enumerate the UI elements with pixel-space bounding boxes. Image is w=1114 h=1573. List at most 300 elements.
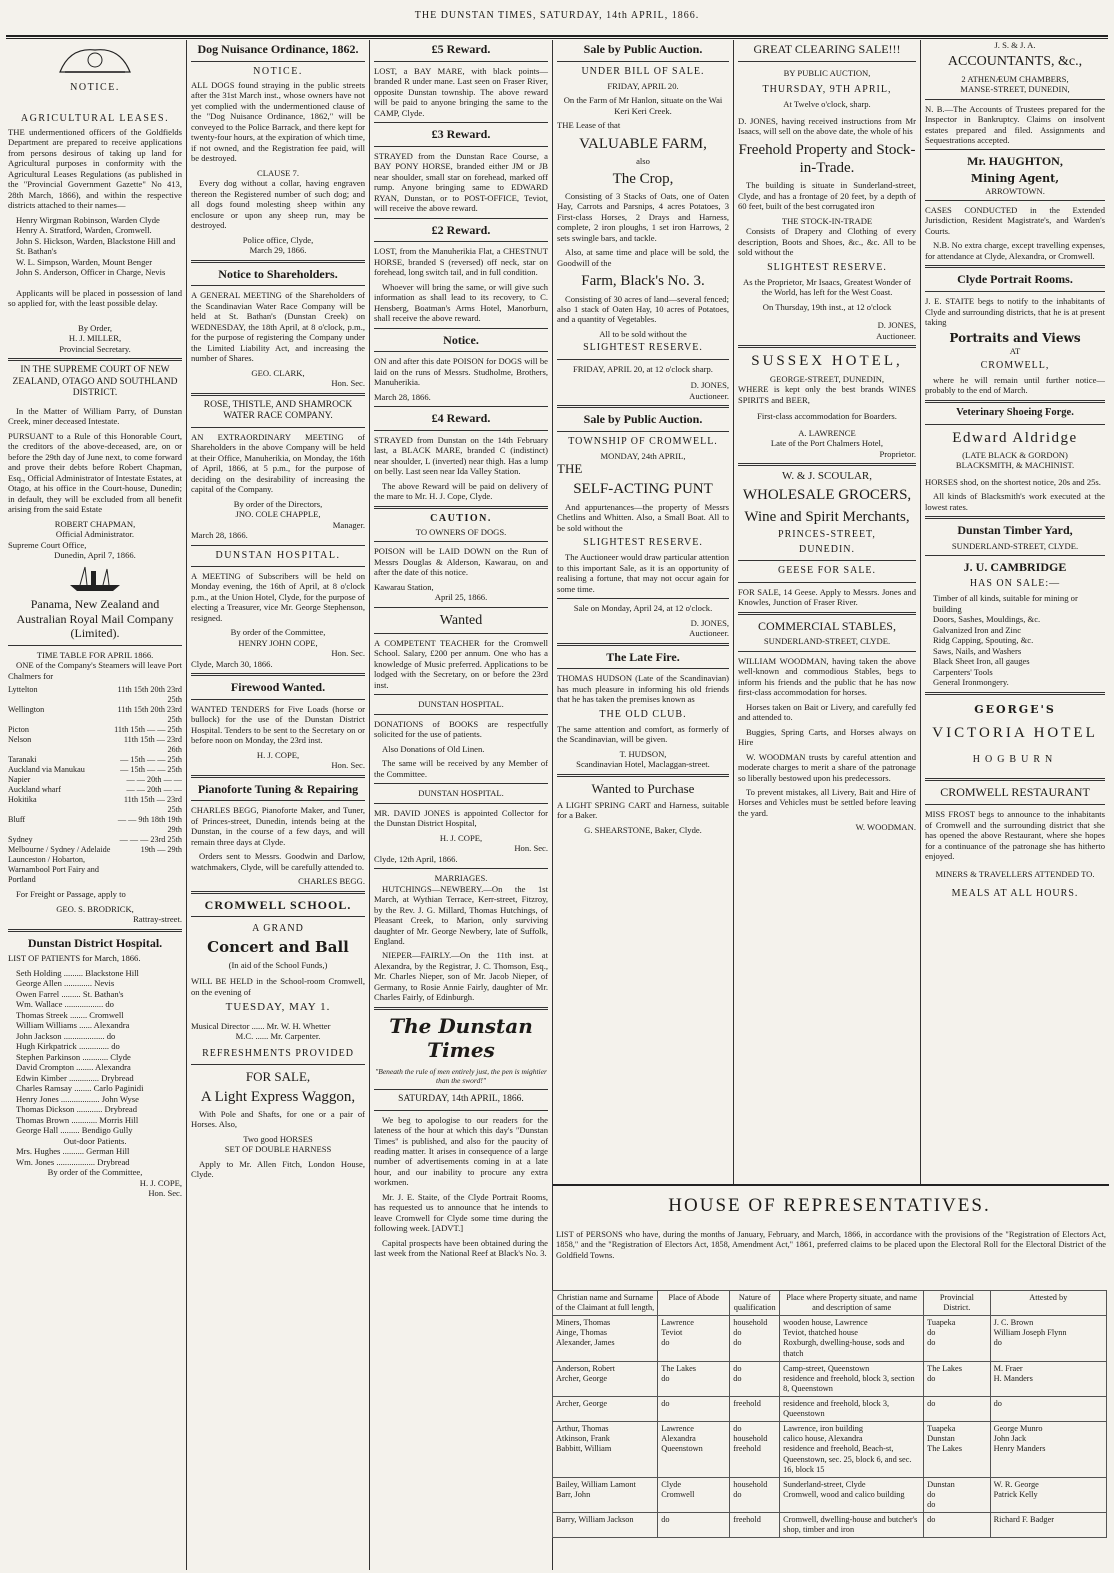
portrait-rooms-heading: Clyde Portrait Rooms. (957, 272, 1073, 287)
wanted-heading: Wanted (439, 612, 483, 628)
haughton-heading: Mr. HAUGHTON, (967, 154, 1063, 169)
reps-intro: LIST of PERSONS who have, during the months of January, February, and March, 1866, in accordance with the provisions of the "Registration of Electors Act, 1858," and the "Registration of Electors Act, 1858, Amendment Act," 1861, preferred claims to be placed upon the Electoral Roll for the Electoral District of the Goldfield Towns. (556, 1230, 1106, 1260)
collector-date: Clyde, 12th April, 1866. (374, 853, 458, 864)
divider (8, 929, 182, 932)
reward-4-heading: £4 Reward. (431, 411, 491, 426)
aldridge-heading: Edward Aldridge (952, 429, 1078, 446)
auction-time: FRIDAY, APRIL 20, at 12 o'clock sharp. (573, 363, 713, 374)
divider (925, 149, 1105, 150)
firewood-heading: Firewood Wanted. (230, 680, 326, 695)
stables-body-4: W. WOODMAN trusts by careful attention and moderate charges to merit a share of the patronage so liberally bestowed upon his predecessors. (738, 751, 916, 783)
list-item: Thomas Dickson ............ Drybread (16, 1104, 138, 1115)
pianoforte-signer: CHARLES BEGG. (298, 876, 365, 887)
police-office: Police office, Clyde, (242, 234, 314, 245)
rose-signer: JNO. COLE CHAPPLE, (235, 509, 321, 520)
royal-arms-icon (8, 42, 182, 80)
clearing-sale-heading: GREAT CLEARING SALE!!! (753, 42, 901, 56)
list-item: Galvanized Iron and Zinc (933, 624, 1022, 635)
list-item: John Jackson ................... do (16, 1030, 116, 1041)
list-item: Henry Wirgman Robinson, Warden Clyde (16, 214, 160, 225)
school-date: TUESDAY, MAY 1. (225, 1001, 331, 1014)
steamship-icon (8, 563, 182, 595)
sussex-street: GEORGE-STREET, DUNEDIN, (769, 373, 885, 384)
at-label: AT (1009, 346, 1021, 357)
list-item: Ridg Capping, Spouting, &c. (933, 635, 1034, 646)
divider (374, 61, 548, 62)
list-item: Saws, Nails, and Washers (933, 645, 1022, 656)
reward-5-body: LOST, a BAY MARE, with black points—branded R under mane. Last seen on Fraser River, opposite Dunstan township. The above reward will be paid to anyone bringing the same to the CAMP, Clyde. (374, 65, 548, 118)
divider (191, 699, 365, 700)
masthead (0, 0, 1114, 30)
sussex-body: WHERE is kept only the best brands WINES SPIRITS and BEER, (738, 384, 916, 405)
goodwill-body: Also, at same time and place will be sold, the Goodwill of the (557, 247, 729, 268)
firewood-body: WANTED TENDERS for Five Loads (horse or bullock) for the use of the Dunstan District Hospital. Tenders to be sent to the Secretary on or before noon on Monday, the 23rd inst. (191, 703, 365, 746)
divider (374, 607, 548, 608)
marriages-heading: MARRIAGES. (434, 873, 488, 884)
wanted-purchase-signer: G. SHEARSTONE, Baker, Clyde. (584, 824, 702, 835)
late-fire-heading: The Late Fire. (606, 649, 680, 664)
geese-body: FOR SALE, 14 Geese. Apply to Messrs. Jones and Knowles, Junction of Fraser River. (738, 586, 916, 608)
patients-list (8, 968, 182, 1136)
lawrence-late: Late of the Port Chalmers Hotel, (770, 438, 884, 449)
hospital-collector-heading: DUNSTAN HOSPITAL. (418, 788, 504, 799)
shoeing-forge-heading: Veterinary Shoeing Forge. (956, 406, 1074, 418)
list-item: George Allen ............. Nevis (16, 978, 115, 989)
divider (191, 393, 365, 396)
divider (191, 545, 365, 546)
auction-date-2: MONDAY, 24th APRIL, (600, 450, 686, 461)
portraits-views-heading: Portraits and Views (949, 331, 1081, 346)
donations-body-3: The same will be received by any Member of the Committee. (374, 758, 548, 779)
table-row: Archer, George do freehold residence and freehold, block 3, Queenstown do do (553, 1396, 1107, 1421)
cromwell-school-heading: CROMWELL SCHOOL. (204, 897, 352, 912)
list-item: Timber of all kinds, suitable for mining or building (933, 593, 1078, 614)
reward-2-body-2: Whoever will bring the same, or will give such information as shall lead to its recovery, to C. Hensberg, Boatman's Arms Hotel, Manorburn, shall receive the above reward. (374, 281, 548, 324)
newspaper-title: The Dunstan Times (389, 1013, 533, 1063)
column-6 (921, 40, 1109, 1180)
divider (374, 430, 548, 431)
list-item: Thomas Brown ............ Morris Hill (16, 1114, 139, 1125)
column-5 (734, 40, 920, 1180)
portrait-body-2: where he will remain until further notice—probably to the end of March. (925, 374, 1105, 396)
auctioneer-name: D. JONES, (877, 320, 916, 331)
divider (557, 431, 729, 432)
divider (374, 803, 548, 804)
auction-heading-2: Sale by Public Auction. (583, 412, 703, 427)
wanted-body: A COMPETENT TEACHER for the Cromwell School. Salary, £200 per annum. One who has a knowledge of Music preferred. Applications to be lodged with the Secretary, on or before the 23rd inst. (374, 637, 548, 690)
divider (191, 775, 365, 778)
house-of-representatives-heading: HOUSE OF REPRESENTATIVES. (668, 1195, 991, 1216)
hospital-donations-heading: DUNSTAN HOSPITAL. (418, 699, 504, 710)
outdoor-list (8, 1146, 182, 1167)
accountants-initials: J. S. & J. A. (994, 40, 1036, 50)
all-sold-line: All to be sold without the (599, 328, 687, 339)
divider (925, 692, 1105, 695)
editorial-paragraph: Mr. J. E. Staite, of the Clyde Portrait Rooms, has requested us to announce that he intends to leave Cromwell for Clyde some time during the following week. [ADVT.] (374, 1191, 548, 1234)
collector-body: MR. DAVID JONES is appointed Collector for the Dunstan District Hospital, (374, 807, 548, 829)
marriage-notice: NIEPER—FAIRLY.—On the 11th inst. at Alexandra, by the Registrar, J. C. Thomson, Esq., Mr. Charles Nieper, son of Mr. Jacob Nieper, of Germany, to Rosie Annie Fairly, daughter of Mr. Charles Fairly, of Edinburgh. (374, 950, 548, 1003)
hospital-signer: HENRY JOHN COPE, (238, 637, 318, 648)
list-item: Wm. Jones .................. Drybread (16, 1156, 130, 1167)
table-row: Melbourne / Sydney / Adelaide Launceston / Hobarton, Warnambool Port Fairy and Portland 19th — 29th (8, 845, 182, 885)
pianoforte-heading: Pianoforte Tuning & Repairing (197, 781, 359, 796)
stables-body-2: Horses taken on Bait or Livery, and carefully fed and attended to. (738, 701, 916, 723)
divider (374, 1110, 548, 1111)
restaurant-body: MISS FROST begs to announce to the inhabitants of Cromwell and the surrounding district that she has opened the above Restaurant, where she hopes for a continuance of the patronage she has hitherto enjoyed. (925, 809, 1105, 861)
divider (925, 778, 1105, 781)
dog-notice-heading: NOTICE. (253, 65, 303, 77)
divider (738, 463, 916, 466)
list-item: Seth Holding ......... Blackstone Hill (16, 967, 139, 978)
cases-body: CASES CONDUCTED in the Extended Jurisdiction, Resident Magistrate's, and Warden's Courts. (925, 204, 1105, 236)
firewood-role: Hon. Sec. (331, 760, 365, 771)
column-2 (187, 40, 369, 1568)
caution-subheading: TO OWNERS OF DOGS. (415, 526, 507, 537)
cambridge-heading: J. U. CAMBRIDGE (963, 560, 1067, 575)
masthead-text: THE DUNSTAN TIMES, SATURDAY, 14th APRIL, 1866. (414, 10, 700, 21)
list-item: Stephen Parkinson ............ Clyde (16, 1051, 131, 1062)
notice-heading: NOTICE. (70, 82, 120, 94)
divider (557, 668, 729, 669)
divider (925, 291, 1105, 292)
horses-shod-body: HORSES shod, on the shortest notice, 20s and 25s. (925, 476, 1101, 487)
outdoor-heading: Out-door Patients. (63, 1135, 127, 1146)
clause-heading: CLAUSE 7. (256, 167, 300, 178)
table-row: Bailey, William Lamont Barr, John Clyde Cromwell household do Sunderland-street, Clyde Cromwell, wood and calico building Dunstan do do W. R. George Patrick Kelly (553, 1477, 1107, 1512)
accountants-address: 2 ATHENÆUM CHAMBERS, (961, 73, 1069, 84)
divider (191, 891, 365, 894)
timber-yard-heading: Dunstan Timber Yard, (957, 523, 1073, 538)
auction-lease: THE Lease of that (557, 120, 621, 131)
dunstan-hospital-heading: DUNSTAN HOSPITAL. (215, 549, 341, 561)
reward-4-body-2: The above Reward will be paid on delivery of the mare to Mr. H. J. Cope, Clyde. (374, 480, 548, 502)
dog-ordinance-heading: Dog Nuisance Ordinance, 1862. (197, 42, 359, 56)
divider (374, 218, 548, 219)
for-sale-heading: FOR SALE, (245, 1068, 311, 1084)
auctioneer-name: D. JONES, (690, 380, 729, 391)
divider (557, 774, 729, 777)
divider (191, 916, 365, 917)
list-item: Henry A. Stratford, Warden, Cromwell. (16, 225, 152, 236)
accountants-street: MANSE-STREET, DUNEDIN, (960, 84, 1070, 95)
officers-list (8, 215, 182, 278)
hospital-heading: Dunstan District Hospital. (27, 935, 163, 950)
newspaper-motto: "Beneath the rule of men entirely just, the pen is mightier than the sword!" (375, 1066, 547, 1085)
farm-blacks-body: Consisting of 30 acres of land—several fenced; also 1 stack of Oaten Hay, 10 acres of Potatoes, and a quantity of Vegetables. (557, 293, 729, 325)
freehold-heading: Freehold Property and Stock-in-Trade. (738, 141, 916, 177)
divider (374, 783, 548, 784)
divider (374, 1007, 548, 1010)
list-item: Black Sheet Iron, all gauges (933, 656, 1030, 667)
poison-notice-date: March 28, 1866. (374, 391, 431, 402)
grand-label: A GRAND (252, 923, 304, 935)
divider (374, 506, 548, 509)
hospital-intro: LIST OF PATIENTS for March, 1866. (8, 953, 141, 964)
divider (374, 868, 548, 869)
bill-of-sale: UNDER BILL OF SALE. (581, 65, 705, 77)
list-item: Thomas Streek ........ Cromwell (16, 1009, 124, 1020)
court-matter: In the Matter of William Parry, of Dunstan Creek, miner deceased Intestate. (8, 405, 182, 427)
table-row: Napier — — 20th — — (8, 775, 182, 785)
reward-5-heading: £5 Reward. (431, 42, 491, 56)
divider (738, 345, 916, 348)
divider (738, 651, 916, 652)
pianoforte-body-2: Orders sent to Messrs. Goodwin and Darlow, watchmakers, Clyde, will be carefully attended to. (191, 851, 365, 872)
table-row: Auckland via Manukau — 15th — — 25th (8, 765, 182, 775)
restaurant-heading: CROMWELL RESTAURANT (940, 785, 1090, 800)
agricultural-leases-heading: AGRICULTURAL LEASES. (20, 112, 170, 124)
hospital-role: Hon. Sec. (148, 1188, 182, 1199)
divider (374, 406, 548, 407)
table-row: Sydney — — — 23rd 25th (8, 835, 182, 845)
miners-line: MINERS & TRAVELLERS ATTENDED TO. (935, 869, 1095, 880)
wanted-purchase-body: A LIGHT SPRING CART and Harness, suitable for a Baker. (557, 799, 729, 821)
table-row: Bluff — — 9th 18th 19th 29th (8, 815, 182, 835)
sussex-accommodation: First-class accommodation for Boarders. (757, 411, 897, 422)
list-item: Henry Jones .................. John Wyse (16, 1093, 139, 1104)
crop-heading: The Crop, (612, 170, 674, 187)
stables-heading: COMMERCIAL STABLES, (758, 618, 896, 633)
timetable-intro: ONE of the Company's Steamers will leave Port Chalmers for (8, 660, 182, 681)
order-line: By Order, (77, 322, 113, 333)
hospital-order: By order of the Committee, (230, 627, 326, 638)
aldridge-late: (LATE BLACK & GORDON) (962, 449, 1068, 460)
electoral-table (552, 1290, 1107, 1538)
list-item: Carpenters' Tools (933, 666, 993, 677)
table-row: Auckland wharf — — 20th — — (8, 785, 182, 795)
punt-heading: SELF-ACTING PUNT (573, 481, 713, 498)
on-sale-label: HAS ON SALE:— (969, 578, 1061, 589)
divider (925, 804, 1105, 805)
poison-notice-heading: Notice. (443, 332, 479, 347)
timber-items-list (925, 593, 1105, 687)
reward-2-body: LOST, from the Manuherikia Flat, a CHESTNUT HORSE, branded S (reversed) off neck, star on forehead, long switch tail, and in full condition. (374, 246, 548, 278)
clearing-sale-time-2: On Thursday, 19th inst., at 12 o'clock (762, 301, 892, 312)
table-row: Nelson 11th 15th — 23rd 26th (8, 735, 182, 755)
divider (374, 328, 548, 329)
school-aid: (In aid of the School Funds,) (228, 959, 328, 970)
reward-3-body: STRAYED from the Dunstan Race Course, a BAY PONY HORSE, branded either JM or JB near shoulder, small star on forehead, marked off rump. Anyone bringing same to EDWARD RYAN, Dunstan, or to POST-OFFICE, Teviot, will receive the above reward. (374, 150, 548, 214)
sale-time: Sale on Monday, April 24, at 12 o'clock. (573, 603, 713, 614)
list-item: William Williams ...... Alexandra (16, 1020, 130, 1031)
divider (374, 633, 548, 634)
waggon-heading: A Light Express Waggon, (200, 1088, 356, 1105)
hudson-signer: T. HUDSON, (619, 748, 667, 759)
divider (374, 241, 548, 242)
hospital-date: Clyde, March 30, 1866. (191, 658, 273, 669)
proprietor-note: As the Proprietor, Mr Isaacs, Greatest Wonder of the World, has left for the West Coast. (742, 276, 911, 298)
editorial-paragraph: Capital prospects have been obtained during the last week from the National Reef at Black's No. 3. (374, 1237, 548, 1259)
blacksmith-label: BLACKSMITH, & MACHINIST. (955, 460, 1075, 471)
column-3 (370, 40, 552, 1568)
stables-body: WILLIAM WOODMAN, having taken the above well-known and commodious Stables, begs to inform his friends and the public that he has now first-class accommodation for horses. (738, 655, 916, 698)
old-club-heading: THE OLD CLUB. (599, 708, 687, 720)
late-fire-body: THOMAS HUDSON (Late of the Scandinavian) has much pleasure in informing his old friends that he has taken the premises known as (557, 673, 729, 705)
list-item: David Crompton ........ Alexandra (16, 1062, 131, 1073)
also-label: also (636, 156, 650, 167)
pianoforte-body: CHARLES BEGG, Pianoforte Maker, and Tuner, of Princes-street, Dunedin, intends being at the Dunstan, in the course of a few days, and will remain three days at Clyde. (191, 805, 365, 847)
rose-thistle-heading: ROSE, THISTLE, AND SHAMROCK WATER RACE COMPANY. (203, 399, 353, 422)
accountants-note: N. B.—The Accounts of Trustees prepared for the Inspector in Bankruptcy. Claims on insolvent estates prepared and filed. Assignments and Sequestrations accepted. (925, 103, 1105, 145)
court-signer: ROBERT CHAPMAN, (54, 518, 136, 529)
divider (925, 555, 1105, 556)
divider (191, 800, 365, 801)
rose-role: Manager. (332, 519, 365, 530)
crop-body: Consisting of 3 Stacks of Oats, one of Oaten Hay, Carrots and Parsnips, 4 acres Potatoes, 3 First-class Horses, 2 Drays and Harness, complete, 2 iron ploughs, 1 set iron Harrows, 2 sets swingle bars, and tackle. (557, 190, 729, 243)
reserve-line: SLIGHTEST RESERVE. (583, 342, 703, 354)
dunstan-hospital-body: A MEETING of Subscribers will be held on Monday evening, the 16th of April, at 8 o'clock p.m., at the Union Hotel, Clyde, for the purpose of electing a Treasurer, vice Mr. George Stephenson, resigned. (191, 570, 365, 623)
court-heading: IN THE SUPREME COURT OF NEW ZEALAND, OTAGO AND SOUTHLAND DISTRICT. (12, 365, 178, 399)
shareholders-signer: GEO. CLARK, (251, 367, 305, 378)
stock-heading: THE STOCK-IN-TRADE (781, 215, 873, 226)
table-row: Miners, Thomas Ainge, Thomas Alexander, James Lawrence Teviot do household do do wooden house, Lawrence Teviot, thatched house Roxburgh, dwelling-house, sods and thatch Tuapeka do do J. C. Brown William Joseph Flynn do (553, 1316, 1107, 1361)
proprietor-label: Proprietor. (879, 448, 916, 459)
auction-date: FRIDAY, APRIL 20. (607, 80, 679, 91)
waggon-body: With Pole and Shafts, for one or a pair of Horses. Also, (191, 1108, 365, 1130)
divider (557, 359, 729, 360)
list-item: Edwin Kimber .............. Drybread (16, 1072, 134, 1083)
divider (374, 351, 548, 352)
divider (191, 285, 365, 286)
agricultural-leases-body: THE undermentioned officers of the Goldfields Department are prepared to receive applications from persons desirous of taking up land for Agricultural purposes in conformity with the Agricultural Leases Regulations (as published in the "Provincial Government Gazette" No 413, 28th March, 1866), and within the respective districts attached to their names— (8, 126, 182, 211)
list-item: Owen Farrel ......... St. Bathan's (16, 988, 124, 999)
timetable-apply: For Freight or Passage, apply to (16, 889, 126, 900)
divider (557, 643, 729, 646)
refreshments-heading: REFRESHMENTS PROVIDED (202, 1047, 354, 1059)
public-auction-line: BY PUBLIC AUCTION, (783, 67, 871, 78)
divider (925, 400, 1105, 403)
blacksmith-body: All kinds of Blacksmith's work executed at the lowest rates. (925, 491, 1105, 512)
mail-company-heading: Panama, New Zealand and Australian Royal Mail Company (Limited). (16, 597, 174, 641)
table-row: Barry, William Jackson do freehold Cromwell, dwelling-house and butcher's shop, timber and iron do Richard F. Badger (553, 1513, 1107, 1538)
dunedin-label: DUNEDIN. (798, 544, 856, 556)
meals-line: MEALS AT ALL HOURS. (951, 887, 1079, 899)
caution-date: April 25, 1866. (434, 592, 488, 603)
list-item: Wm. Wallace .................. do (16, 999, 114, 1010)
hospital-role: Hon. Sec. (331, 648, 365, 659)
school-body: WILL BE HELD in the School-room Cromwell, on the evening of (191, 976, 365, 997)
shareholders-body: A GENERAL MEETING of the Shareholders of the Scandinavian Water Race Company will be held at St. Bathan's (Dunstan Creek) on WEDNESDAY, the 18th April, at 8 o'clock, p.m., for the purpose of registering the Company under the Limited Liability Act, and increasing the number of Shares. (191, 290, 365, 364)
clearing-sale-body: D. JONES, having received instructions from Mr Isaacs, will sell on the above date, the whole of his (738, 115, 916, 137)
divider (191, 1064, 365, 1065)
firewood-signer: H. J. COPE, (256, 749, 300, 760)
list-item: John S. Anderson, Officer in Charge, Nevis (16, 267, 166, 278)
harness-line: SET OF DOUBLE HARNESS (224, 1144, 332, 1155)
divider (191, 260, 365, 263)
dog-ordinance-body: ALL DOGS found straying in the public streets after the 31st March inst., whose owners have not yet complied with the undermentioned clause of the "Dog Nuisance Ordinance, 1862," will be conveyed to the Police Barrack, and there kept for twenty-four hours, at the expiration of which time, if not owned, and the Registration fee paid, will be destroyed. (191, 79, 365, 164)
divider (374, 694, 548, 695)
divider (8, 645, 182, 646)
divider (925, 265, 1105, 268)
cromwell-label: CROMWELL, (980, 359, 1050, 371)
masthead-rule (6, 35, 1108, 39)
divider (374, 122, 548, 123)
grocers-heading: WHOLESALE GROCERS, (742, 487, 912, 504)
valuable-farm-heading: VALUABLE FARM, (579, 135, 707, 152)
column-4 (553, 40, 733, 1180)
victoria-hotel-heading: VICTORIA HOTEL (932, 724, 1098, 741)
auctioneer-name: D. JONES, (690, 617, 729, 628)
portrait-body: J. E. STAITE begs to notify to the inhabitants of Clyde and surrounding districts, that he is at present taking (925, 296, 1105, 327)
divider (374, 714, 548, 715)
divider (374, 146, 548, 147)
divider (191, 673, 365, 676)
reward-3-heading: £3 Reward. (431, 127, 491, 142)
signer-role: Provincial Secretary. (59, 343, 131, 354)
mining-agent-heading: Mining Agent, (970, 172, 1060, 186)
princes-street: PRINCES-STREET, (778, 529, 876, 541)
donations-body-2: Also Donations of Old Linen. (382, 743, 485, 754)
court-office: Supreme Court Office, (8, 539, 87, 550)
divider (374, 1089, 548, 1090)
list-item: W. L. Simpson, Warden, Mount Benger (16, 256, 153, 267)
list-item: Doors, Sashes, Mouldings, &c. (933, 614, 1041, 625)
collector-signer: H. J. COPE, (439, 832, 483, 843)
column-1 (4, 40, 186, 1568)
master-of-ceremonies: M.C. ...... Mr. Carpenter. (235, 1031, 321, 1042)
list-item: George Hall ......... Bendigo Gully (16, 1125, 133, 1136)
clause-body: Every dog without a collar, having engraven thereon the Registered number of such dog; and all dogs found molesting sheep within any enclosure or upon any sheep run, may be destroyed. (191, 178, 365, 231)
building-description: The building is situate in Sunderland-street, Clyde, and has a frontage of 20 feet, by a depth of 60 feet, built of the best corrugated iron (738, 180, 916, 212)
divider (738, 61, 916, 62)
list-item: Hugh Kirkpatrick .............. do (16, 1041, 120, 1052)
cases-note: N.B. No extra charge, except travelling expenses, for attendance at Clyde, Alexandra, or Cromwell. (925, 240, 1105, 261)
table-row: Taranaki — 15th — — 25th (8, 755, 182, 765)
table-row: Hokitika 11th 15th — 23rd 25th (8, 795, 182, 815)
shareholders-heading: Notice to Shareholders. (218, 266, 338, 281)
divider (557, 598, 729, 599)
caution-heading: CAUTION. (430, 512, 492, 524)
reserve-line: SLIGHTEST RESERVE. (583, 537, 703, 548)
divider (557, 405, 729, 408)
table-row: Anderson, Robert Archer, George The Lakes do do do Camp-street, Queenstown residence and freehold, block 3, section 8, Queenstown The Lakes do M. Fraer H. Manders (553, 1361, 1107, 1396)
court-role: Official Administrator. (55, 529, 135, 540)
stables-body-3: Buggies, Spring Carts, and Horses always on Hire (738, 726, 916, 748)
hospital-order: By order of the Committee, (47, 1167, 143, 1178)
clearing-sale-time: At Twelve o'clock, sharp. (783, 99, 871, 110)
table-row: Wellington 11th 15th 20th 23rd 25th (8, 705, 182, 725)
timetable-heading: TIME TABLE FOR APRIL 1866. (36, 649, 154, 660)
leases-note: Applicants will be placed in possession of land so applied for, with the least possible delay. (8, 287, 182, 309)
wanted-purchase-heading: Wanted to Purchase (591, 780, 695, 796)
late-fire-body-2: The same attention and comfort, as formerly of the Scandinavian, will be given. (557, 723, 729, 745)
divider (191, 61, 365, 62)
auctioneer-role: Auctioneer. (689, 390, 729, 401)
table-header: Christian name and Surname of the Claimant at full length, Place of Abode Nature of qualification Place where Property situate, and name and description of same Provincial District. Attested by (553, 1291, 1107, 1316)
reserve-line: SLIGHTEST RESERVE. (767, 261, 887, 273)
arrowtown-label: ARROWTOWN. (985, 185, 1045, 196)
editorial-paragraph: We beg to apologise to our readers for the lateness of the hour at which this day's "Dunstan Times" is published, and also for the paucity of reading matter. It arises in consequence of a large number of advertisements coming in at a late hour, and our inability to procure any extra workmen. (374, 1114, 548, 1188)
reward-4-body: STRAYED from Dunstan on the 14th February last, a BLACK MARE, branded C (indistinct) near shoulder, L (inverted) near thigh. Has a lump on belly. Last seen near Ida Valley Station. (374, 434, 548, 477)
divider (8, 358, 182, 361)
issue-date: SATURDAY, 14th APRIL, 1866. (398, 1093, 524, 1104)
georges-heading: GEORGE'S (974, 702, 1056, 716)
agent-name: GEO. S. BRODRICK, (56, 903, 134, 914)
stables-street: SUNDERLAND-STREET, CLYDE. (763, 636, 891, 647)
hudson-place: Scandinavian Hotel, Maclaggan-street. (576, 759, 710, 770)
caution-body: POISON will be LAID DOWN on the Run of Messrs Douglas & Alderson, Kawarau, on and after the date of this notice. (374, 546, 548, 578)
list-item: John S. Hickson, Warden, Blackstone Hill and St. Bathan's (16, 235, 176, 257)
divider (925, 424, 1105, 425)
timetable (8, 685, 182, 885)
hospital-signer: H. J. COPE, (139, 1177, 182, 1188)
punt-body: And appurtenances—the property of Messrs Chetlins and Whitten. Also, a Small Boat. All to be sold without the (557, 501, 729, 533)
accountants-heading: ACCOUNTANTS, &c., (947, 54, 1083, 70)
poison-notice-body: ON and after this date POISON for DOGS will be laid on the runs of Messrs. Studholme, Brothers, Manuherikia. (374, 356, 548, 388)
collector-role: Hon. Sec. (514, 843, 548, 854)
auctioneer-role: Auctioneer. (689, 628, 729, 639)
wine-merchants-heading: Wine and Spirit Merchants, (744, 508, 910, 525)
